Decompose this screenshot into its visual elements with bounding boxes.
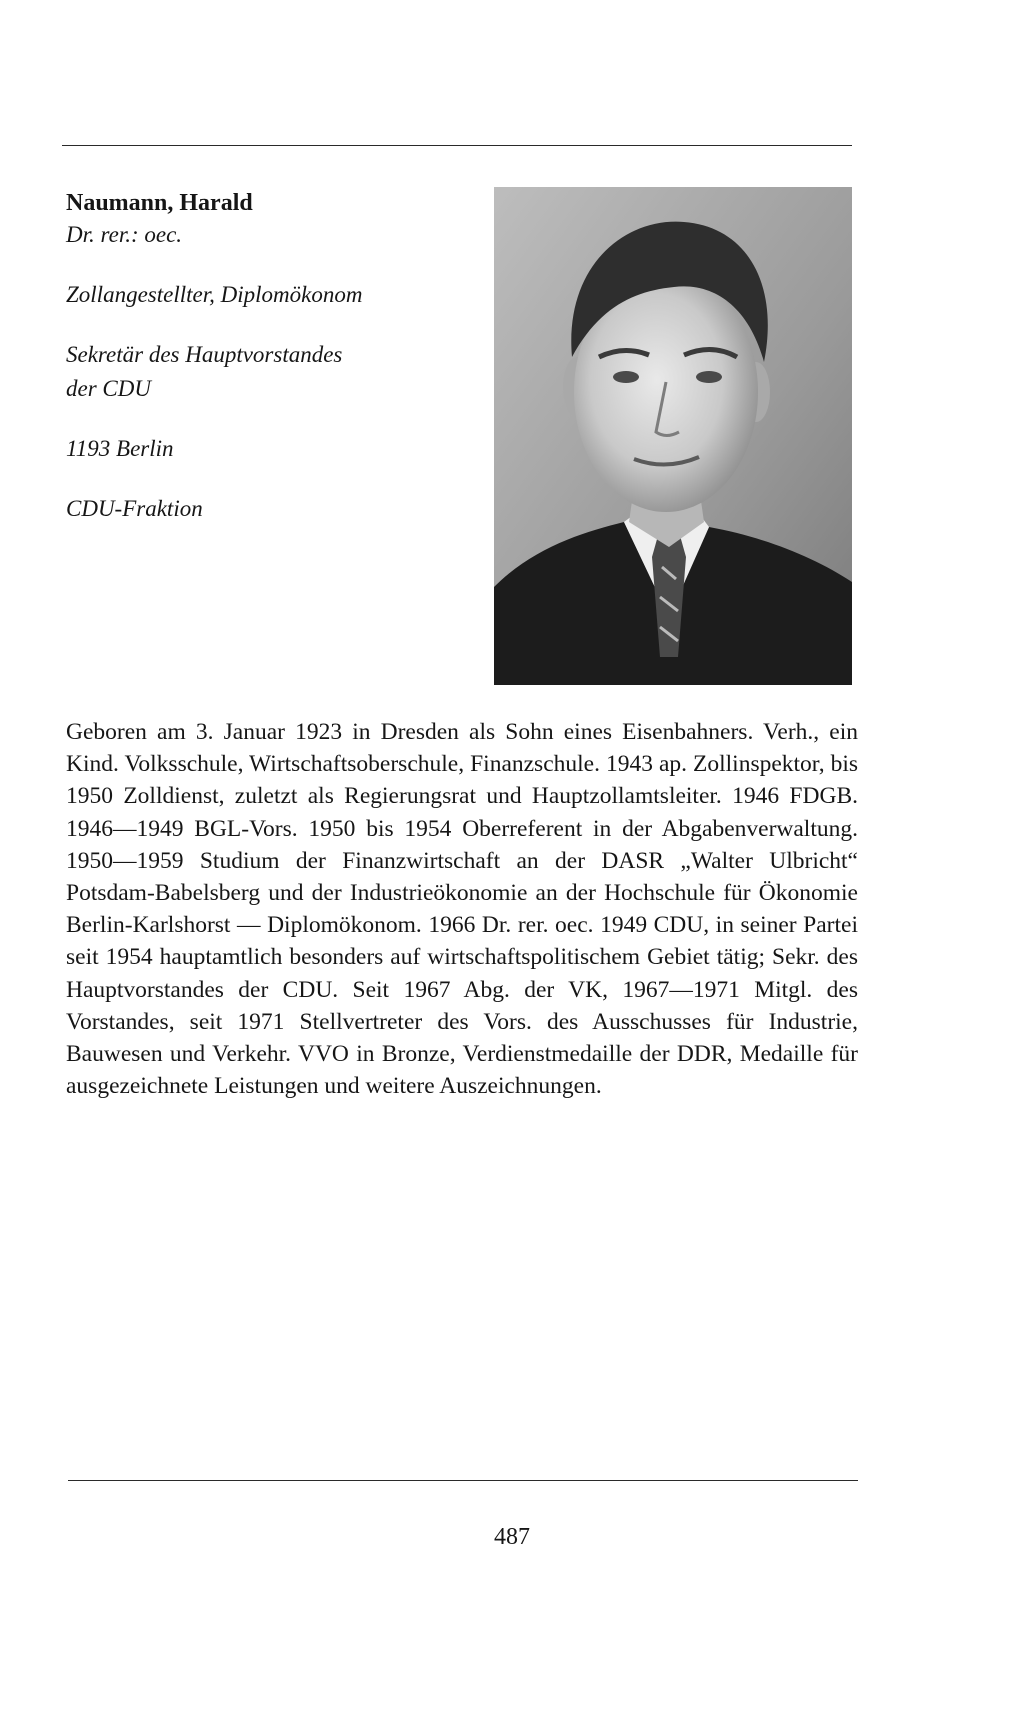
- biography-text: Geboren am 3. Januar 1923 in Dresden als Sohn eines Eisenbahners. Verh., ein Kind. Volksschule, Wirtschaftsoberschule, Finanzschule. 1943 ap. Zollinspektor, bis 1950 Zolldienst, zuletzt als Regierungsrat und Hauptzollamtsleiter. 1946 FDGB. 1946—1949 BGL-Vors. 1950 bis 1954 Oberreferent in der Abgabenverwaltung. 1950—1959 Studium der Finanzwirtschaft an der DASR „Walter Ulbricht“ Potsdam-Babelsberg und der Industrieökonomie an der Hochschule für Ökonomie Berlin-Karlshorst — Diplomökonom. 1966 Dr. rer. oec. 1949 CDU, in seiner Partei seit 1954 hauptamtlich besonders auf wirtschaftspolitischem Gebiet tätig; Sekr. des Hauptvorstandes der CDU. Seit 1967 Abg. der VK, 1967—1971 Mitgl. des Vorstandes, seit 1971 Stellvertreter des Vors. des Ausschusses für Industrie, Bauwesen und Verkehr. VVO in Bronze, Verdienstmedaille der DDR, Medaille für ausgezeichnete Leistungen und weitere Auszeichnungen.: [66, 719, 858, 1100]
- portrait-photo: [494, 187, 852, 685]
- person-name: Naumann, Harald: [66, 190, 253, 216]
- faction: CDU-Fraktion: [66, 496, 203, 521]
- entry-header: [66, 188, 466, 526]
- top-rule: [62, 145, 852, 146]
- position-line-1: Sekretär des Hauptvorstandes: [66, 342, 343, 367]
- profession: Zollangestellter, Diplomökonom: [66, 282, 363, 307]
- bottom-rule: [68, 1480, 858, 1481]
- portrait-photo-icon: [494, 187, 852, 685]
- page-number: 487: [494, 1524, 530, 1550]
- position-line-2: der CDU: [66, 376, 151, 401]
- location: 1193 Berlin: [66, 436, 174, 461]
- academic-degree: Dr. rer.: oec.: [66, 222, 183, 247]
